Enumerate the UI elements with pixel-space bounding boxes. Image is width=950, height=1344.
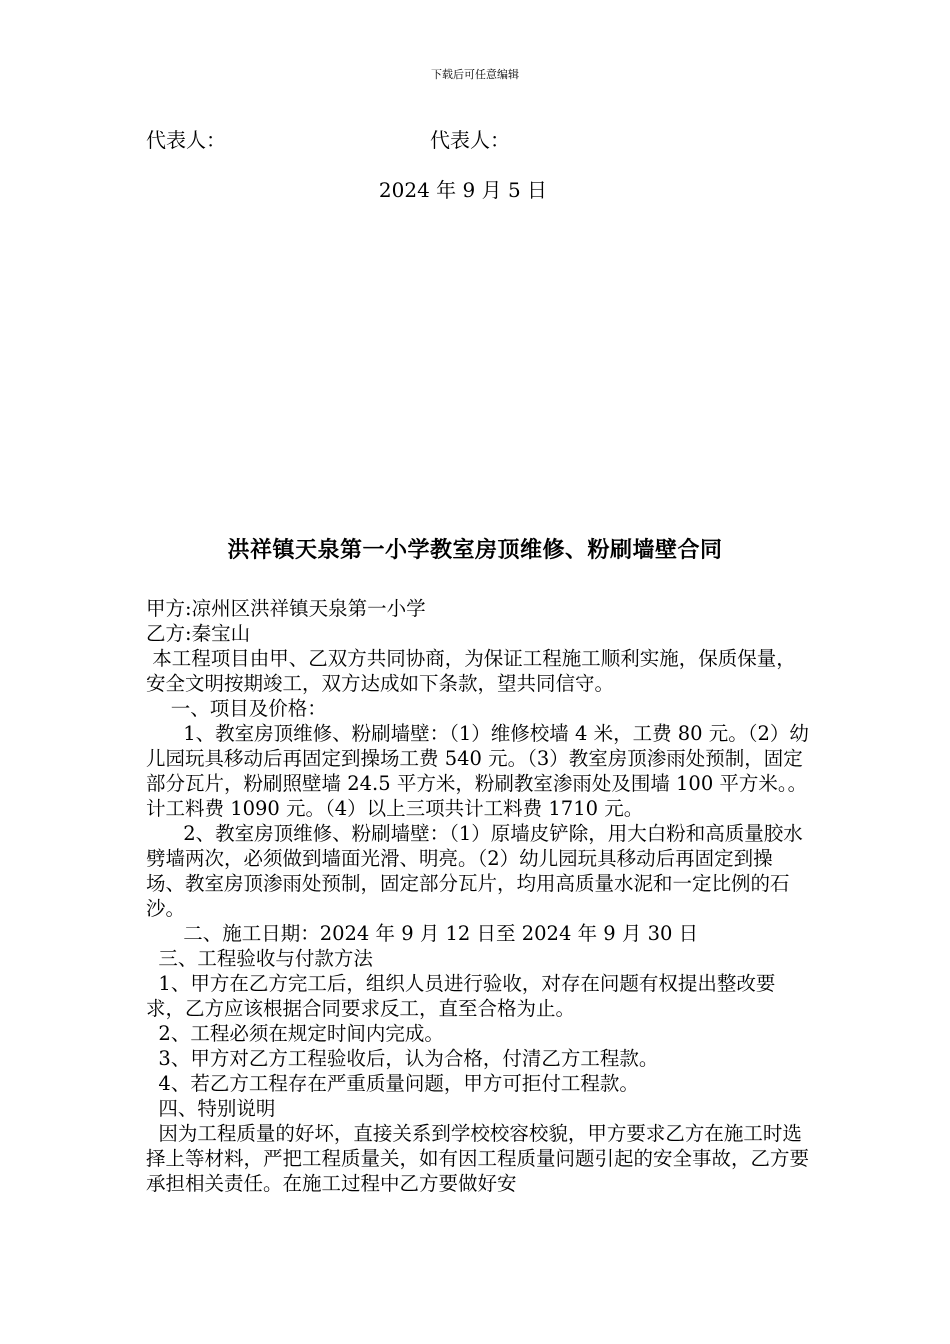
section-heading-special-notes: 四、特别说明 — [146, 1097, 276, 1120]
signature-date: 2024 年 9 月 5 日 — [378, 178, 548, 202]
representative-left-label: 代表人： — [146, 128, 226, 152]
clause-3-3: 3、甲方对乙方工程验收后，认为合格，付清乙方工程款。 — [146, 1047, 659, 1070]
clause-1-2: 2、教室房顶维修、粉刷墙壁：（1）原墙皮铲除，用大白粉和高质量胶水劈墙两次，必须做到墙面光滑、明亮。（2）幼儿园玩具移动后再固定到操场、教室房顶渗雨处预制，固定部分瓦片，均用高质量水泥和一定比例的石沙。 — [146, 822, 803, 920]
intro-paragraph: 本工程项目由甲、乙双方共同协商，为保证工程施工顺利实施，保质保量，安全文明按期竣工，双方达成如下条款，望共同信守。 — [146, 647, 796, 695]
clause-3-1: 1、甲方在乙方完工后，组织人员进行验收，对存在问题有权提出整改要求，乙方应该根据合同要求反工，直至合格为止。 — [146, 972, 776, 1020]
party-b: 乙方:秦宝山 — [146, 622, 251, 645]
contract-title: 洪祥镇天泉第一小学教室房顶维修、粉刷墙壁合同 — [227, 538, 723, 563]
section-heading-items-prices: 一、项目及价格： — [146, 697, 327, 720]
party-a: 甲方:凉州区洪祥镇天泉第一小学 — [146, 597, 426, 620]
contract-body — [146, 596, 810, 1196]
section-heading-acceptance-payment: 三、工程验收与付款方法 — [146, 947, 373, 970]
special-notes-paragraph: 因为工程质量的好坏，直接关系到学校校容校貌，甲方要求乙方在施工时选择上等材料，严把工程质量关，如有因工程质量问题引起的安全事故，乙方要承担相关责任。在施工过程中乙方要做好安 — [146, 1122, 810, 1195]
representative-right-label: 代表人： — [430, 128, 510, 152]
clause-3-2: 2、工程必须在规定时间内完成。 — [146, 1022, 444, 1045]
clause-1-1: 1、教室房顶维修、粉刷墙壁：（1）维修校墙 4 米，工费 80 元。（2）幼儿园玩具移动后再固定到操场工费 540 元。（3）教室房顶渗雨处预制，固定部分瓦片，粉刷照壁墙 24.5 平方米，粉刷教室渗雨处及围墙 100 平方米。。计工料费 1090 元。（4）以上三项共计工料费 1710 元。 — [146, 722, 809, 820]
section-heading-construction-date: 二、施工日期：2024 年 9 月 12 日至 2024 年 9 月 30 日 — [146, 922, 699, 945]
clause-3-4: 4、若乙方工程存在严重质量问题，甲方可拒付工程款。 — [146, 1072, 639, 1095]
page-header-note: 下载后可任意编辑 — [431, 68, 519, 81]
